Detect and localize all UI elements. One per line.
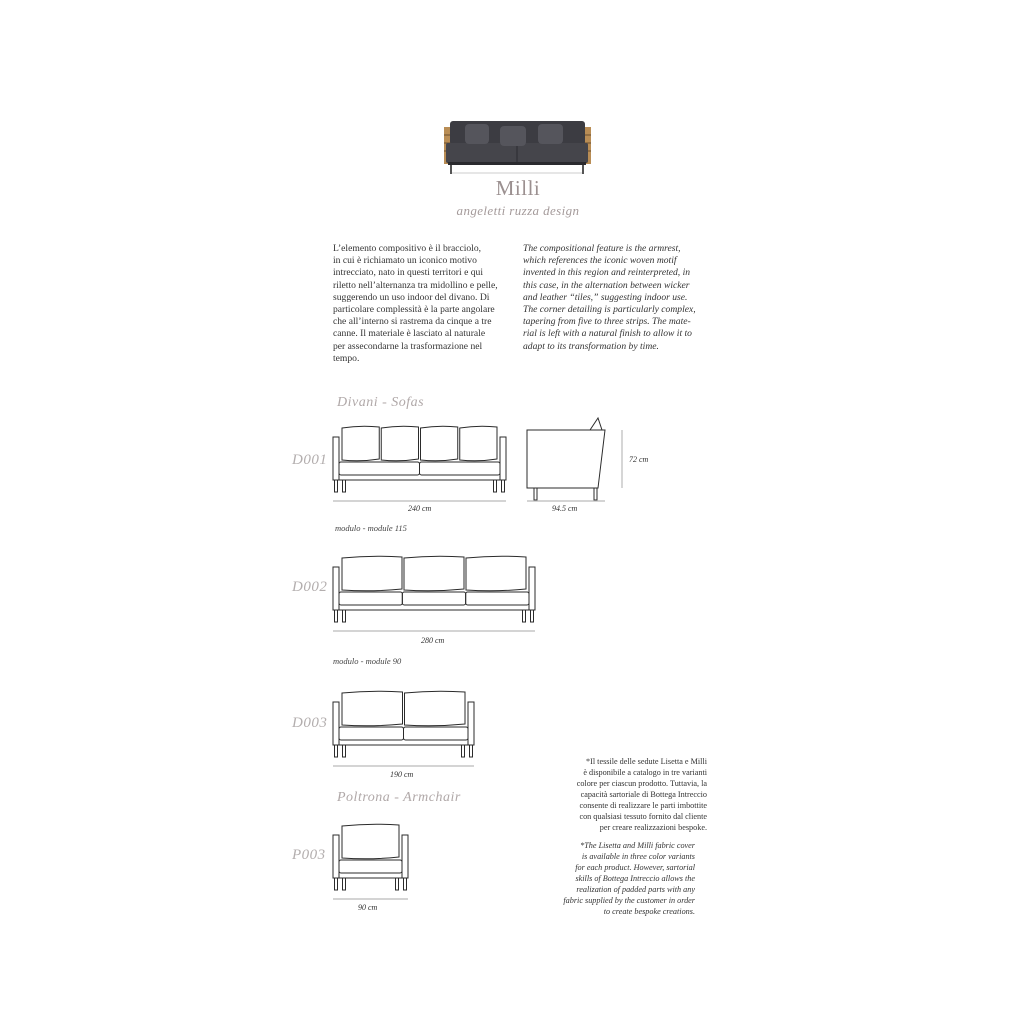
model-code-d002: D002 xyxy=(292,579,328,595)
leg xyxy=(594,488,597,500)
drawing-d003 xyxy=(333,691,474,766)
designer-credit: angeletti ruzza design xyxy=(456,203,580,218)
seat-cushion xyxy=(402,592,465,605)
text-line: this case, in the alternation between wicker xyxy=(523,279,690,291)
width-d001: 240 cm xyxy=(408,504,432,513)
text-line: is available in three color variants xyxy=(581,852,695,861)
product-title: Milli xyxy=(495,176,541,200)
leg xyxy=(494,480,497,492)
model-code-d003: D003 xyxy=(292,715,328,731)
leg xyxy=(462,745,465,757)
text-line: canne. Il materiale è lasciato al naturale xyxy=(333,328,486,340)
footnote-english xyxy=(525,840,695,917)
width-p003: 90 cm xyxy=(358,903,378,912)
leg xyxy=(531,610,534,622)
model-code-p003: P003 xyxy=(292,847,326,863)
text-line: rial is left with a natural finish to allow it to xyxy=(523,328,692,340)
leg xyxy=(335,878,338,890)
leg xyxy=(523,610,526,622)
model-code-d001: D001 xyxy=(292,452,328,468)
leg xyxy=(470,745,473,757)
section-armchair: Poltrona - Armchair xyxy=(337,790,461,805)
armrest-right xyxy=(402,835,408,878)
drawing-d001-side-view xyxy=(527,418,622,501)
seat-cushion xyxy=(404,727,469,740)
description-italian xyxy=(333,243,523,365)
leg xyxy=(335,610,338,622)
text-line: *The Lisetta and Milli fabric cover xyxy=(580,841,695,850)
back-cushion xyxy=(404,556,464,591)
seat-cushion xyxy=(339,462,420,475)
text-line: fabric supplied by the customer in order xyxy=(563,896,695,905)
text-line: intrecciato, nato in questi territori e qui xyxy=(333,267,483,279)
armrest-left xyxy=(333,835,339,878)
width-d003: 190 cm xyxy=(390,770,414,779)
leg xyxy=(343,480,346,492)
leg xyxy=(502,480,505,492)
leg xyxy=(335,745,338,757)
seat-cushion xyxy=(339,860,402,873)
back-cushion xyxy=(466,556,526,591)
back-cushion xyxy=(405,691,466,726)
text-line: per creare realizzazioni bespoke. xyxy=(599,823,707,832)
text-line: consente di realizzare le parti imbottite xyxy=(579,801,707,810)
text-line: L’elemento compositivo è il bracciolo, xyxy=(333,243,482,254)
side-body xyxy=(527,430,605,488)
text-line: realization of padded parts with any xyxy=(576,885,695,894)
height-d001: 72 cm xyxy=(629,455,649,464)
drawing-d002 xyxy=(333,556,535,631)
leg xyxy=(404,878,407,890)
text-line: tempo. xyxy=(333,352,360,364)
width-d002: 280 cm xyxy=(421,636,445,645)
armrest-left xyxy=(333,437,339,480)
text-line: which references the iconic woven motif xyxy=(523,255,677,267)
sofa-photo xyxy=(444,121,591,174)
text-line: for each product. However, sartorial xyxy=(575,863,695,872)
description-english xyxy=(523,243,723,353)
text-line: invented in this region and reinterpreted, in xyxy=(523,267,691,279)
back-cushion xyxy=(342,691,403,726)
text-line: The corner detailing is particularly complex, xyxy=(523,304,696,316)
drawing-p003 xyxy=(333,824,408,899)
seat-cushion xyxy=(466,592,529,605)
text-line: per assecondarne la trasformazione nel xyxy=(333,340,483,352)
leg xyxy=(335,480,338,492)
leg xyxy=(343,610,346,622)
armrest-right xyxy=(529,567,535,610)
module-d002: modulo - module 115 xyxy=(335,523,407,533)
footnote-italian xyxy=(525,756,707,833)
text-line: con qualsiasi tessuto fornito dal cliente xyxy=(579,812,707,821)
text-line: tapering from five to three strips. The mate- xyxy=(523,316,691,328)
side-pillow xyxy=(590,418,602,430)
depth-d001: 94.5 cm xyxy=(552,504,578,513)
text-line: che all’interno si rastrema da cinque a tre xyxy=(333,316,492,328)
seat-cushion xyxy=(420,462,501,475)
armrest-right xyxy=(500,437,506,480)
text-line: colore per ciascun prodotto. Tuttavia, la xyxy=(576,779,707,788)
armrest-right xyxy=(468,702,474,745)
text-line: to create bespoke creations. xyxy=(603,907,695,916)
module-d003: modulo - module 90 xyxy=(333,656,402,666)
leg xyxy=(396,878,399,890)
back-cushion xyxy=(381,426,418,461)
text-line: adapt to its transformation by time. xyxy=(523,340,659,352)
text-line: in cui è richiamato un iconico motivo xyxy=(333,255,477,267)
back-cushion xyxy=(342,824,399,859)
seat-cushion xyxy=(339,727,404,740)
text-line: è disponibile a catalogo in tre varianti xyxy=(583,768,707,777)
text-line: suggerendo un uso indoor del divano. Di xyxy=(333,291,490,303)
back-cushion xyxy=(460,426,497,461)
armrest-left xyxy=(333,567,339,610)
text-line: riletto nell’alternanza tra midollino e pelle, xyxy=(333,279,498,291)
seat-cushion xyxy=(339,592,402,605)
text-line: particolare complessità è la parte angolare xyxy=(333,304,495,316)
leg xyxy=(343,745,346,757)
back-cushion xyxy=(342,426,379,461)
drawing-d001 xyxy=(333,426,506,501)
text-line: skills of Bottega Intreccio allows the xyxy=(575,874,695,883)
back-cushion xyxy=(342,556,402,591)
text-line: *Il tessile delle sedute Lisetta e Milli xyxy=(586,757,707,766)
leg xyxy=(534,488,537,500)
back-cushion xyxy=(421,426,458,461)
text-line: and leather “tiles,” suggesting indoor use. xyxy=(523,291,688,303)
section-sofas: Divani - Sofas xyxy=(337,395,425,410)
leg xyxy=(343,878,346,890)
armrest-left xyxy=(333,702,339,745)
text-line: capacità sartoriale di Bottega Intreccio xyxy=(580,790,707,799)
text-line: The compositional feature is the armrest, xyxy=(523,243,681,254)
